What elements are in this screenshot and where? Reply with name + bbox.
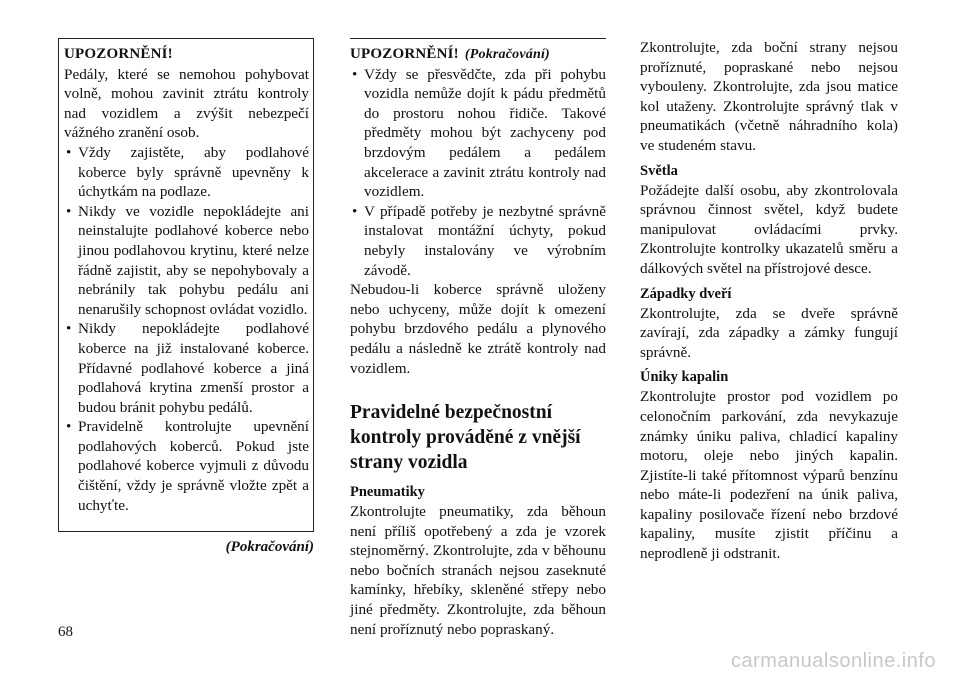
warning-continued-label: (Pokračování) bbox=[464, 47, 550, 62]
subsection-title-fluid-leaks: Úniky kapalin bbox=[640, 369, 729, 386]
warning-box bbox=[58, 38, 314, 532]
column-2 bbox=[350, 38, 606, 639]
column-1 bbox=[58, 38, 314, 558]
continued-label: (Pokračování) bbox=[225, 539, 314, 555]
subsection-text-fluid-leaks: Zkontrolujte prostor pod vozidlem po celonočním parkování, zda nevykazuje známky úniku paliva, chladicí kapaliny motoru, oleje nebo jiných kapalin. Zjistíte-li také přítomnost výparů benzínu nebo máte-li podezření na únik paliva, kapaliny posilovače řízení nebo brzdové kapaliny, musíte zjistit příčinu a neprodleně ji odstranit. bbox=[640, 388, 898, 563]
warning-bullet: • Nikdy nepokládejte podlahové koberce na již instalované koberce. Přídavné podlahové koberce a jiná podlahová krytina zmenší prostor a budou bránit pohybu pedálů. bbox=[64, 319, 309, 417]
warning-box-continued bbox=[350, 38, 606, 386]
warning-bullet-list bbox=[350, 65, 606, 281]
page-number: 68 bbox=[58, 624, 73, 640]
warning-title: UPOZORNĚNÍ! bbox=[64, 46, 173, 62]
warning-bullet: • Vždy zajistěte, aby podlahové koberce byly správně upevněny k úchytkám na podlaze. bbox=[64, 143, 309, 202]
subsection-text-lights: Požádejte další osobu, aby zkontrolovala správnou činnost světel, když budete manipulovat ovládacími prvky. Zkontrolujte kontrolky ukazatelů směru a dálkových světel na přístrojové desce. bbox=[640, 181, 898, 277]
subsection-text-door-latches: Zkontrolujte, zda se dveře správně zavírají, zda západky a zámky fungují správně. bbox=[640, 304, 898, 361]
subsection-title-door-latches: Západky dveří bbox=[640, 285, 732, 302]
subsection-title-lights: Světla bbox=[640, 162, 678, 179]
section-heading: Pravidelné bezpečnostní kontroly prováděné z vnější strany vozidla bbox=[350, 402, 581, 474]
warning-bullet: • Nikdy ve vozidle nepokládejte ani neinstalujte podlahové koberce nebo jinou podlahovou krytinu, které nelze řádně zajistit, aby se nepohybovaly a nebránily tak pohybu pedálu ani nenarušily schopnost ovládat vozidlo. bbox=[64, 202, 309, 320]
warning-outro: Nebudou-li koberce správně uloženy nebo uchyceny, může dojít k omezení pohybu brzdového pedálu a plynového pedálu a následně ke ztrátě kontroly nad vozidlem. bbox=[350, 281, 606, 377]
warning-bullet: • V případě potřeby je nezbytné správně instalovat montážní úchyty, pokud nebyly instalovány ve výrobním závodě. bbox=[350, 202, 606, 280]
warning-intro: Pedály, které se nemohou pohybovat volně, mohou zavinit ztrátu kontroly nad vozidlem a zvýšit nebezpečí vážného zranění osob. bbox=[64, 65, 309, 142]
warning-bullet-list bbox=[64, 143, 309, 515]
watermark: carmanualsonline.info bbox=[730, 650, 936, 672]
warning-bullet: • Pravidelně kontrolujte upevnění podlahových koberců. Pokud jste podlahové koberce vyjmuli z důvodu čištění, vždy je správně vložte zpět a uchyťte. bbox=[64, 417, 309, 515]
tires-continued-text: Zkontrolujte, zda boční strany nejsou proříznuté, popraskané nebo nejsou vybouleny. Zkontrolujte, zda jsou matice kol utaženy. Zkontrolujte správný tlak v pneumatikách (včetně náhradního kola) ve studeném stavu. bbox=[640, 39, 898, 154]
warning-title bbox=[350, 45, 606, 65]
warning-bullet: • Vždy se přesvědčte, zda při pohybu vozidla nemůže dojít k pádu předmětů do prostoru nohou řidiče. Takové předměty mohou být zachyceny pod brzdovým pedálem a pedálem akcelerace a zavinit ztrátu kontroly nad vozidlem. bbox=[350, 65, 606, 202]
column-3 bbox=[640, 38, 898, 564]
subsection-title-tires: Pneumatiky bbox=[350, 484, 425, 501]
subsection-text-tires: Zkontrolujte pneumatiky, zda běhoun není příliš opotřebený a zda je vzorek stejnoměrný. Zkontrolujte, zda v běhounu nebo bočních stranách nejsou zaseknuté kamínky, hřebíky, skleněné střepy nebo jiné předměty. Zkontrolujte, zda běhoun není proříznutý nebo popraskaný. bbox=[350, 503, 606, 638]
warning-title-text: UPOZORNĚNÍ! bbox=[350, 46, 459, 62]
